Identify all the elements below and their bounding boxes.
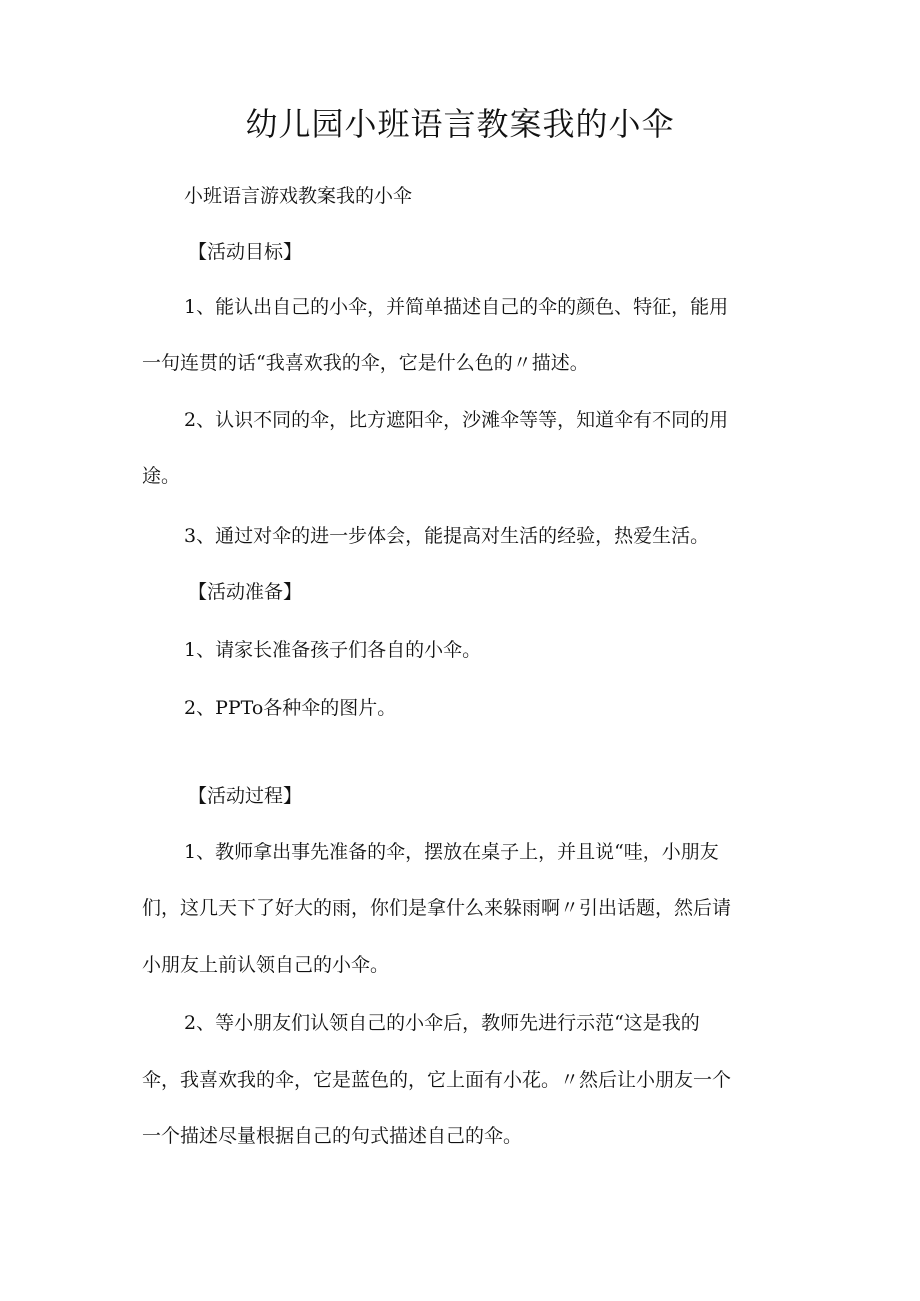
process-item-2-line-3: 一个描述尽量根据自己的句式描述自己的伞。 <box>142 1125 523 1147</box>
subtitle: 小班语言游戏教案我的小伞 <box>184 185 413 207</box>
prep-item-2: 2、PPTo各种伞的图片。 <box>184 697 397 719</box>
process-item-2-line-2: 伞，我喜欢我的伞，它是蓝色的，它上面有小花。〃然后让小朋友一个 <box>142 1069 732 1091</box>
goal-item-2-line-2: 途。 <box>142 465 181 487</box>
process-item-1-line-1: 1、教师拿出事先准备的伞，摆放在桌子上，并且说“哇，小朋友 <box>184 841 719 863</box>
goal-item-3-line-1: 3、通过对伞的进一步体会，能提高对生活的经验，热爱生活。 <box>184 525 710 547</box>
goal-item-1-line-1: 1、能认出自己的小伞，并简单描述自己的伞的颜色、特征，能用 <box>184 296 729 318</box>
section-heading-prep: 【活动准备】 <box>188 581 303 603</box>
process-item-1-line-2: 们，这几天下了好大的雨，你们是拿什么来躲雨啊〃引出话题，然后请 <box>142 897 732 919</box>
page-title: 幼儿园小班语言教案我的小伞 <box>245 105 675 143</box>
goal-item-2-line-1: 2、认识不同的伞，比方遮阳伞，沙滩伞等等，知道伞有不同的用 <box>184 409 729 431</box>
section-heading-goals: 【活动目标】 <box>188 241 303 263</box>
process-item-1-line-3: 小朋友上前认领自己的小伞。 <box>142 954 390 976</box>
process-item-2-line-1: 2、等小朋友们认领自己的小伞后，教师先进行示范“这是我的 <box>184 1012 700 1034</box>
prep-item-1: 1、请家长准备孩子们各自的小伞。 <box>184 639 482 661</box>
goal-item-1-line-2: 一句连贯的话“我喜欢我的伞，它是什么色的〃描述。 <box>142 352 589 374</box>
section-heading-process: 【活动过程】 <box>188 785 303 807</box>
